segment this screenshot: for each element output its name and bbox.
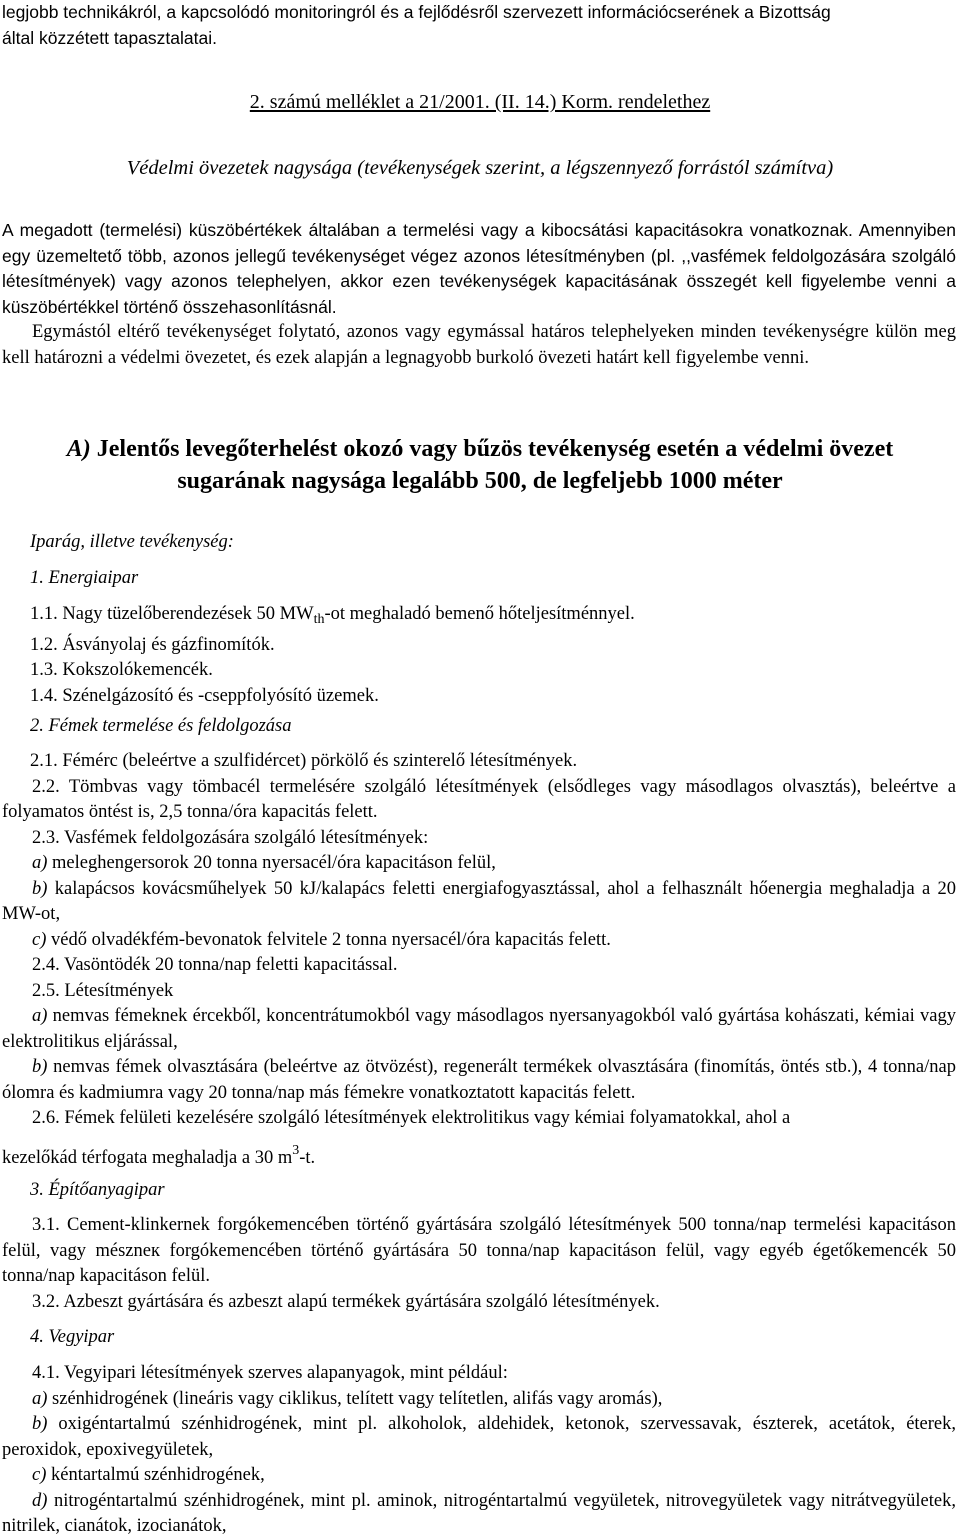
item-4-1-a: a) szénhidrogének (lineáris vagy ciklikus, telített vagy telítetlen, alifás vagy aromás), xyxy=(32,1388,663,1409)
item-2-2: 2.2. Tömbvas vagy tömbacél termelésére szolgáló létesítmények (elsődleges vagy másodlagos olvasztás), beleértve a folyamatos öntést is, 2,5 tonna/óra kapacitás felett. xyxy=(2,776,956,822)
item-4-1-c: c) kéntartalmú szénhidrogének, xyxy=(32,1465,265,1485)
intro-text xyxy=(0,0,960,51)
item-2-3-b: b) kalapácsos kovácsműhelyek 50 kJ/kalapács feletti energiafogyasztással, ahol a felhasznált hőenergia meghaladja a 20 MW-ot, xyxy=(2,878,956,924)
page-subtitle: Védelmi övezetek nagysága (tevékenységek szerint, a légszennyező forrástól számítva) xyxy=(126,157,834,179)
sector-heading: Iparág, illetve tevékenység: xyxy=(30,532,234,552)
item-3-1: 3.1. Cement-klinkernek forgókemencében történő gyártására szolgáló létesítmények 500 tonna/nap termelési kapacitáson felül, vagy mészneк forgókemencében történő gyártására 50 tonna/nap kapacitáson felül, vagy egyéb égetőkemencék 50 tonna/nap kapacitáson felül. xyxy=(2,1215,956,1286)
item-1-3: 1.3. Kokszolókemencék. xyxy=(30,660,213,680)
intro-line-1: legjobb technikákról, a kapcsolódó monitoringról és a fejlődésről szervezett információcserének a Bizottság xyxy=(2,2,831,22)
item-2-4: 2.4. Vasöntödék 20 tonna/nap feletti kapacitással. xyxy=(32,955,398,975)
item-2-3-a: a) meleghengersorok 20 tonna nyersacél/óra kapacitáson felül, xyxy=(32,853,496,873)
item-2-6-cont: kezelőkád térfogata meghaladja a 30 $m^3-t$. xyxy=(2,1142,316,1168)
superscript-3: 3 xyxy=(292,1142,300,1158)
intro-paragraph-1: A megadott (termelési) küszöbértékek általában a termelési vagy a kibocsátási kapacitásokra vonatkoznak. Amennyiben egy üzemeltető több, azonos jellegű tevékenységet végez azonos létesítményben (pl. ,,vasfémek feldolgozására szolgáló létesítmények) vagy azonos telephelyen, akkor ezen tevékenységek kapacitásának összegét kell figyelembe venni a küszöbértékkel történő összehasonlításnál. xyxy=(2,220,956,317)
section-4-items xyxy=(0,1361,960,1540)
section-3-title: 3. Építőanyagipar xyxy=(30,1180,165,1200)
section-4-title: 4. Vegyipar xyxy=(30,1327,115,1347)
item-2-6: 2.6. Fémek felületi kezelésére szolgáló létesítmények elektrolitikus vagy kémiai folyamatokkal, ahol a xyxy=(32,1108,791,1128)
section-a-line-1: Jelentős levegőterhelést okozó vagy bűzös tevékenység esetén a védelmi övezet xyxy=(96,436,894,462)
section-1-items xyxy=(30,602,960,709)
item-3-2: 3.2. Azbeszt gyártására és azbeszt alapú termékek gyártására szolgáló létesítmények. xyxy=(32,1291,660,1312)
intro-paragraph-2: Egymástól eltérő tevékenységet folytató, azonos vagy egymással határos telephelyeken minden tevékenységre külön meg kell határozni a védelmi övezetet, és ezek alapján a legnagyobb burkoló övezeti határt kell figyelembe venni. xyxy=(2,322,956,368)
item-4-1: 4.1. Vegyipari létesítmények szerves alapanyagok, mint például: xyxy=(32,1363,508,1383)
item-1-2: 1.2. Ásványolaj és gázfinomítók. xyxy=(30,634,275,655)
section-a-line-2: sugarának nagysága legalább 500, de legfeljebb 1000 méter xyxy=(177,468,783,494)
item-2-5: 2.5. Létesítmények xyxy=(32,980,174,1001)
section-a-label: A) xyxy=(66,436,91,462)
section-3-items xyxy=(0,1213,960,1315)
subscript-th: th xyxy=(313,612,325,627)
item-2-5-b: b) nemvas fémek olvasztására (beleértve az ötvözést), regenerált termékek olvasztására (finomítás, öntés stb.), 4 tonna/nap ólomra és kadmiumra vagy 20 tonna/nap más fémekre vonatkoztatott kapacitás felett. xyxy=(2,1057,956,1103)
annex-title: 2. számú melléklet a 21/2001. (II. 14.) Korm. rendelethez xyxy=(249,91,711,113)
item-4-1-d: d) nitrogéntartalmú szénhidrogének, mint pl. aminok, nitrogéntartalmú vegyületek, nitrovegyületek vagy nitrátvegyületek, nitrilek, cianátok, izocianátok, xyxy=(2,1490,956,1536)
intro-line-2: által közzétett tapasztalatai. xyxy=(2,27,217,48)
item-2-1: 2.1. Fémérc (beleértve a szulfidércet) pörkölő és szinterelő létesítmények. xyxy=(30,751,578,771)
section-2-items xyxy=(0,749,960,1171)
section-2-title: 2. Fémek termelése és feldolgozása xyxy=(30,716,292,736)
section-1-title: 1. Energiaipar xyxy=(30,568,139,588)
item-2-5-a: a) nemvas fémeknek ércekből, koncentrátumokból vagy másodlagos nyersanyagokból való gyártása kohászati, kémiai vagy elektrolitikus eljárással, xyxy=(2,1006,956,1052)
item-2-3: 2.3. Vasfémek feldolgozására szolgáló létesítmények: xyxy=(32,827,429,848)
item-1-1: 1.1. Nagy tüzelőberendezések 50 $MW_{th}-ot$ meghaladó bemenő hőteljesítménnyel. xyxy=(30,604,635,627)
item-2-3-c: c) védő olvadékfém-bevonatok felvitele 2 tonna nyersacél/óra kapacitás felett. xyxy=(32,929,611,950)
section-a-heading xyxy=(0,433,960,497)
item-4-1-b: b) oxigéntartalmú szénhidrogének, mint pl. alkoholok, aldehidek, ketonok, szervessavak, észterek, acetátok, éterek, peroxidok, epoxivegyületek, xyxy=(2,1414,956,1460)
item-1-4: 1.4. Szénelgázosító és -cseppfolyósító üzemek. xyxy=(30,685,379,706)
